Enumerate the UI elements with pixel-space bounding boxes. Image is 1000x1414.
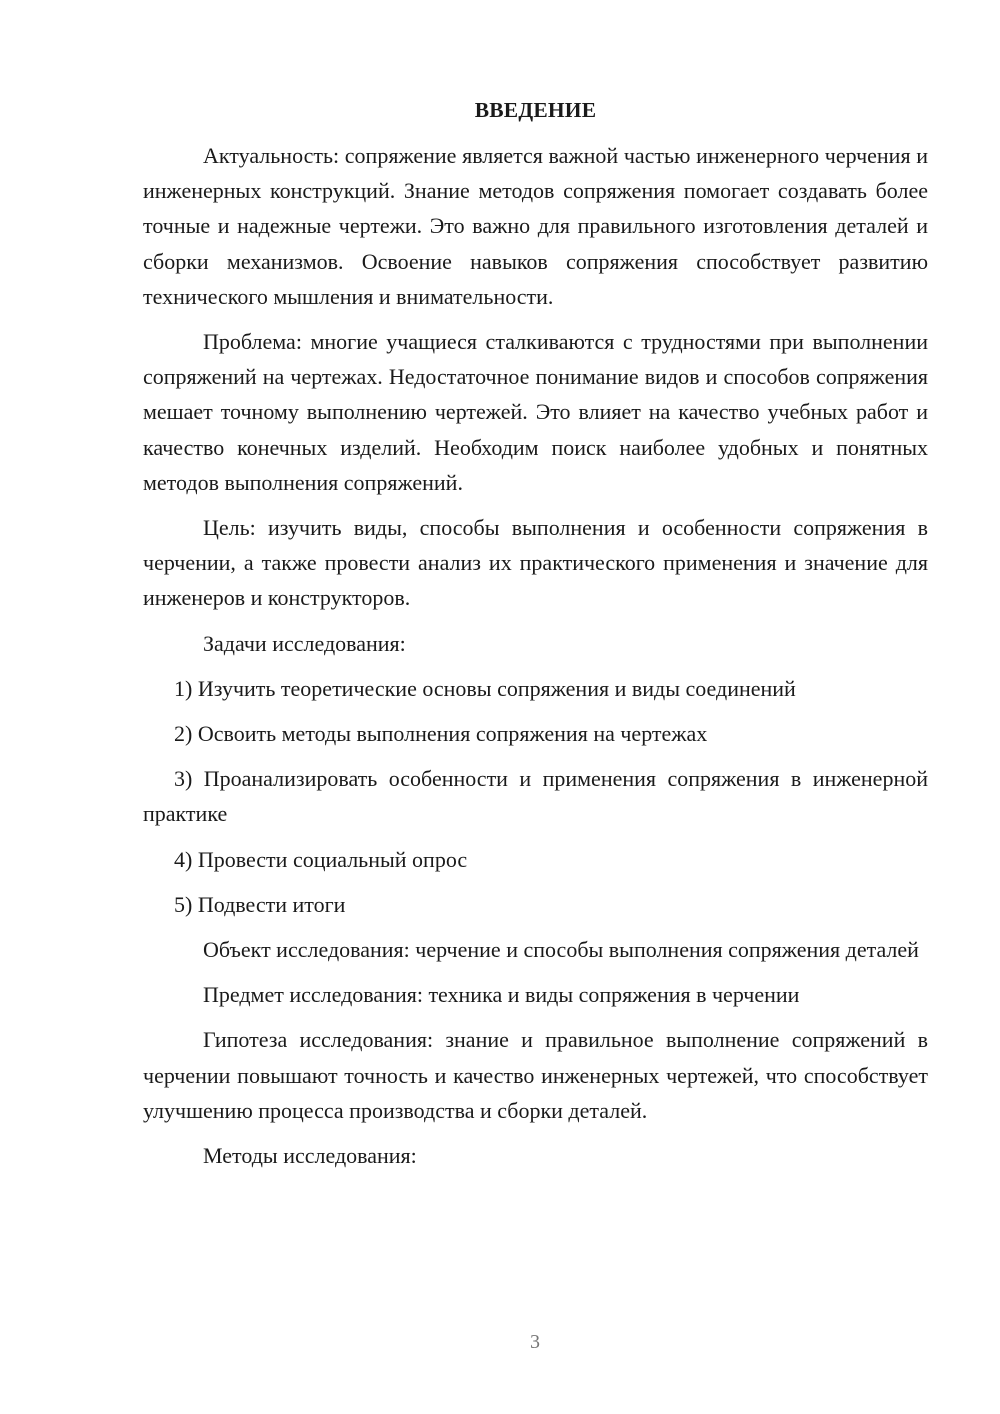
- problem-paragraph: Проблема: многие учащиеся сталкиваются с трудностями при выполнении сопряжений на чертежах. Недостаточное понимание видов и способов сопряжения мешает точному выполнению чертежей. Это влияет на качество учебных работ и качество конечных изделий. Необходим поиск наиболее удобных и понятных методов выполнения сопряжений.: [143, 329, 928, 495]
- tasks-heading: Задачи исследования:: [203, 630, 406, 656]
- hypothesis-paragraph: Гипотеза исследования: знание и правильное выполнение сопряжений в черчении повышают точность и качество инженерных чертежей, что способствует улучшению процесса производства и сборки деталей.: [143, 1027, 928, 1123]
- relevance-paragraph: Актуальность: сопряжение является важной частью инженерного черчения и инженерных конструкций. Знание методов сопряжения помогает создавать более точные и надежные чертежи. Это важно для правильного изготовления деталей и сборки механизмов. Освоение навыков сопряжения способствует развитию технического мышления и внимательности.: [143, 143, 928, 309]
- object-paragraph: Объект исследования: черчение и способы выполнения сопряжения деталей: [203, 937, 919, 963]
- methods-heading: Методы исследования:: [203, 1143, 417, 1169]
- goal-paragraph: Цель: изучить виды, способы выполнения и особенности сопряжения в черчении, а также провести анализ их практического применения и значение для инженеров и конструкторов.: [143, 515, 928, 611]
- page-content: [143, 93, 928, 1183]
- subject-paragraph: Предмет исследования: техника и виды сопряжения в черчении: [203, 982, 800, 1008]
- page-title: ВВЕДЕНИЕ: [474, 98, 597, 122]
- task-item: 2) Освоить методы выполнения сопряжения на чертежах: [174, 721, 708, 747]
- page-number: 3: [530, 1331, 540, 1353]
- task-item: 3) Проанализировать особенности и применения сопряжения в инженерной практике: [143, 766, 928, 827]
- task-item: 1) Изучить теоретические основы сопряжения и виды соединений: [174, 675, 796, 701]
- task-item: 4) Провести социальный опрос: [174, 846, 468, 872]
- task-item: 5) Подвести итоги: [174, 891, 346, 917]
